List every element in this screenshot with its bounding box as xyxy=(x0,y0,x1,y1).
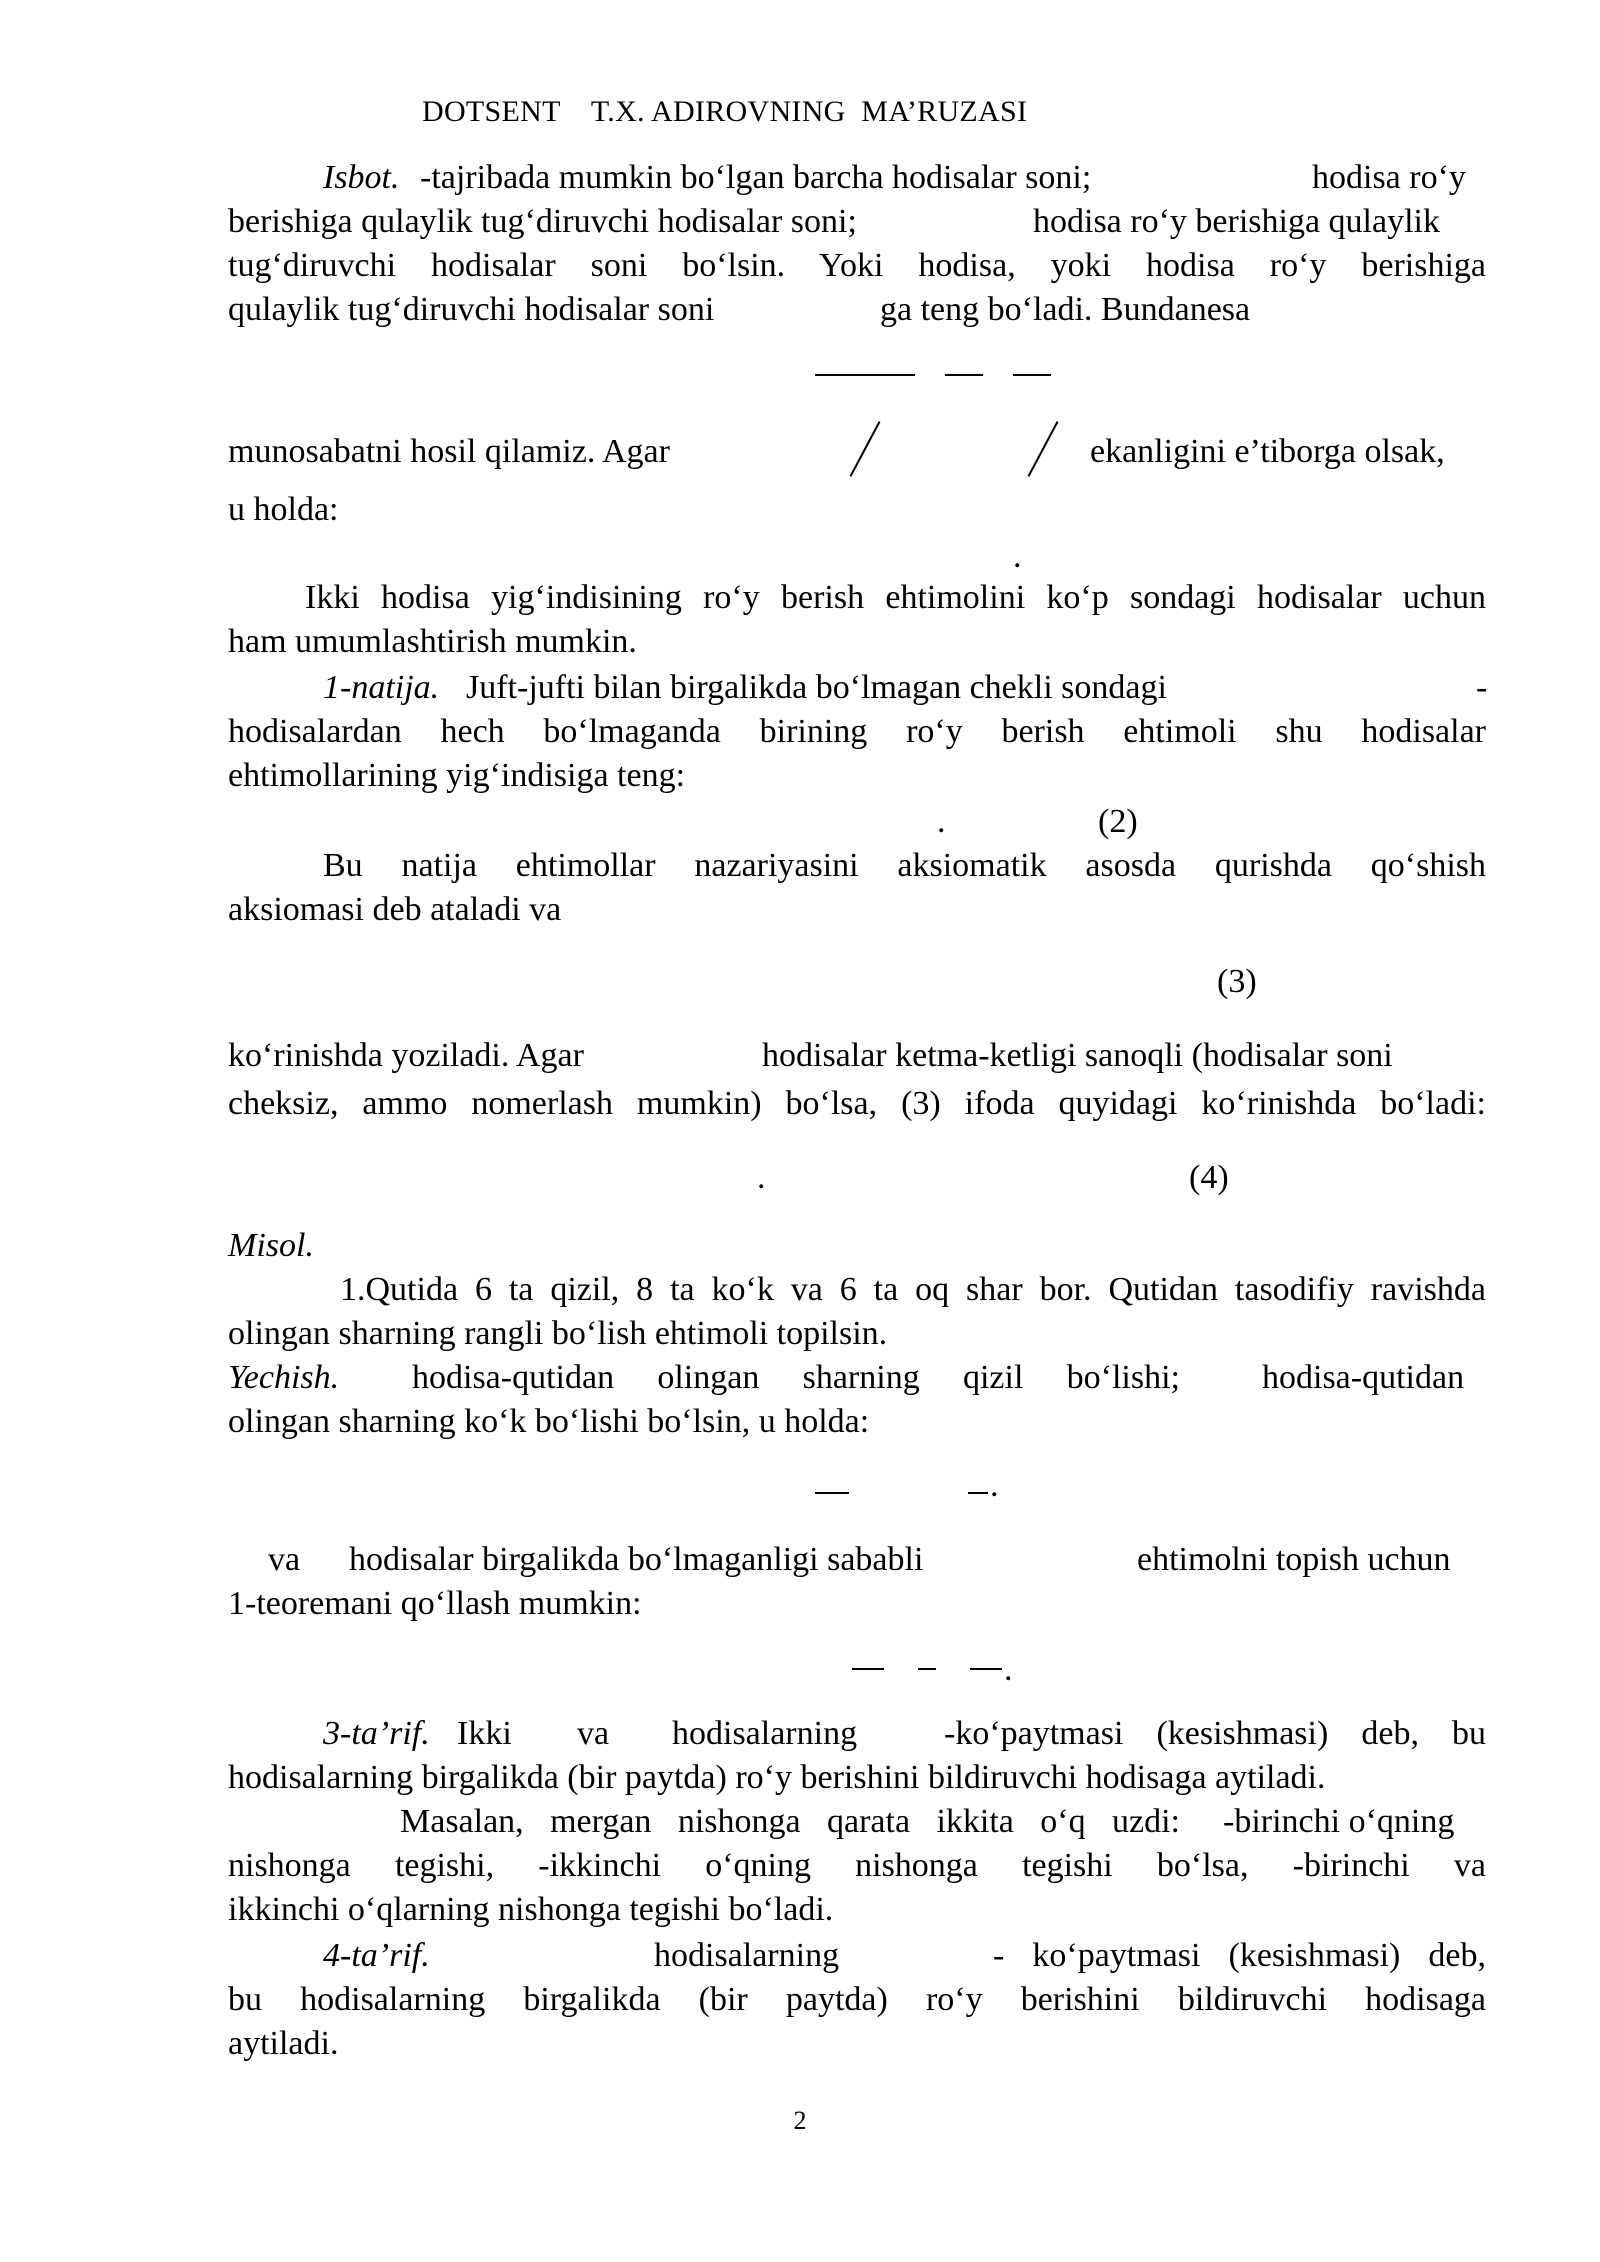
p1-line3: tug‘diruvchi hodisalar soni bo‘lsin. Yoki hodisa, yoki hodisa ro‘y berishiga xyxy=(228,247,1486,284)
p4-line2: aksiomasi deb ataladi va xyxy=(228,891,562,928)
fraction-bar xyxy=(970,1668,1002,1670)
fraction-bar xyxy=(1013,374,1051,376)
p1-line4-b: ga teng bo‘ladi. Bundanesa xyxy=(880,291,1251,328)
tarif3-line1-c: hodisalarning xyxy=(672,1715,858,1752)
fraction-bar xyxy=(945,374,983,376)
equation-number: (2) xyxy=(1098,803,1138,840)
tarif4-line1-a: hodisalarning xyxy=(654,1937,840,1974)
fraction-bar xyxy=(815,1492,849,1494)
tarif4-line1-b: - ko‘paytmasi (kesishmasi) deb, xyxy=(993,1937,1486,1974)
slash-mark xyxy=(1028,421,1059,477)
p6-line1-a: va xyxy=(268,1541,301,1578)
formula-dot: . xyxy=(937,803,946,840)
slash-mark xyxy=(850,421,881,477)
tarif3-line4: nishonga tegishi, -ikkinchi o‘qning nishonga tegishi bo‘lsa, -birinchi va xyxy=(228,1847,1486,1884)
fraction-bar xyxy=(918,1668,936,1670)
p6-line1-b: hodisalar birgalikda bo‘lmaganligi sababli xyxy=(349,1541,924,1578)
equation-number: (3) xyxy=(1217,963,1257,1000)
page-number: 2 xyxy=(793,2106,807,2135)
page-header: DOTSENT T.X. ADIROVNING MA’RUZASI xyxy=(422,95,1028,128)
p2-line1-a: munosabatni hosil qilamiz. Agar xyxy=(228,433,670,470)
yechish-label: Yechish. xyxy=(228,1359,340,1396)
natija1-label: 1-natija. xyxy=(323,669,440,706)
p2-line2: u holda: xyxy=(228,491,339,528)
p2-line1-b: ekanligini e’tiborga olsak, xyxy=(1090,433,1445,470)
fraction-bar xyxy=(968,1492,988,1494)
p6-line1-c: ehtimolni topish uchun xyxy=(1137,1541,1451,1578)
tarif3-label: 3-ta’rif. xyxy=(323,1715,430,1752)
equation-number: (4) xyxy=(1189,1159,1229,1196)
yechish-line2: olingan sharning ko‘k bo‘lishi bo‘lsin, u holda: xyxy=(228,1403,870,1440)
yechish-line1-b: hodisa-qutidan xyxy=(1262,1359,1465,1396)
p1-line4-a: qulaylik tug‘diruvchi hodisalar soni xyxy=(228,291,715,328)
yechish-line1-a: hodisa-qutidan olingan sharning qizil bo‘lishi; xyxy=(412,1359,1180,1396)
tarif3-line1-d: -ko‘paytmasi (kesishmasi) deb, bu xyxy=(944,1715,1486,1752)
misol-label: Misol. xyxy=(228,1227,314,1264)
formula-dot: . xyxy=(990,1467,999,1504)
p1-line2-a: berishiga qulaylik tug‘diruvchi hodisalar soni; xyxy=(228,203,857,240)
p5-line1-b: hodisalar ketma-ketligi sanoqli (hodisalar soni xyxy=(762,1037,1393,1074)
isbot-label: Isbot. xyxy=(323,159,400,196)
tarif3-line1-b: va xyxy=(577,1715,610,1752)
p3-line2: ham umumlashtirish mumkin. xyxy=(228,623,637,660)
natija1-line1-a: Juft-jufti bilan birgalikda bo‘lmagan chekli sondagi xyxy=(466,669,1167,706)
p3-line1: Ikki hodisa yig‘indisining ro‘y berish ehtimolini ko‘p sondagi hodisalar uchun xyxy=(305,579,1486,616)
tarif3-line3-b: -birinchi o‘qning xyxy=(1223,1803,1455,1840)
formula-dot: . xyxy=(757,1159,766,1196)
tarif3-line1-a: Ikki xyxy=(457,1715,512,1752)
natija1-line1-b: - xyxy=(1476,669,1488,706)
fraction-bar xyxy=(852,1668,884,1670)
tarif3-line5: ikkinchi o‘qlarning nishonga tegishi bo‘ladi. xyxy=(228,1891,834,1928)
natija1-line2: hodisalardan hech bo‘lmaganda birining ro‘y berish ehtimoli shu hodisalar xyxy=(228,713,1486,750)
formula-dot: . xyxy=(1013,538,1022,575)
natija1-line3: ehtimollarining yig‘indisiga teng: xyxy=(228,757,686,794)
tarif4-label: 4-ta’rif. xyxy=(323,1937,430,1974)
misol-line2: olingan sharning rangli bo‘lish ehtimoli topilsin. xyxy=(228,1315,888,1352)
fraction-bar xyxy=(815,374,915,376)
tarif3-line3-a: Masalan, mergan nishonga qarata ikkita o‘q uzdi: xyxy=(400,1803,1180,1840)
misol-line1: 1.Qutida 6 ta qizil, 8 ta ko‘k va 6 ta oq shar bor. Qutidan tasodifiy ravishda xyxy=(340,1271,1486,1308)
p1-line2-b: hodisa ro‘y berishiga qulaylik xyxy=(1033,203,1440,240)
p1-line1-b: hodisa ro‘y xyxy=(1312,159,1466,196)
p4-line1: Bu natija ehtimollar nazariyasini aksiomatik asosda qurishda qo‘shish xyxy=(323,847,1486,884)
tarif4-line2: bu hodisalarning birgalikda (bir paytda) ro‘y berishini bildiruvchi hodisaga xyxy=(228,1981,1486,2018)
tarif4-line3: aytiladi. xyxy=(228,2025,339,2062)
formula-dot: . xyxy=(1004,1651,1013,1688)
tarif3-line2: hodisalarning birgalikda (bir paytda) ro‘y berishini bildiruvchi hodisaga aytiladi. xyxy=(228,1759,1326,1796)
p6-line2: 1-teoremani qo‘llash mumkin: xyxy=(228,1585,642,1622)
p5-line1-a: ko‘rinishda yoziladi. Agar xyxy=(228,1037,584,1074)
p1-line1-a: -tajribada mumkin bo‘lgan barcha hodisalar soni; xyxy=(420,159,1092,196)
p5-line2: cheksiz, ammo nomerlash mumkin) bo‘lsa, (3) ifoda quyidagi ko‘rinishda bo‘ladi: xyxy=(228,1085,1486,1122)
